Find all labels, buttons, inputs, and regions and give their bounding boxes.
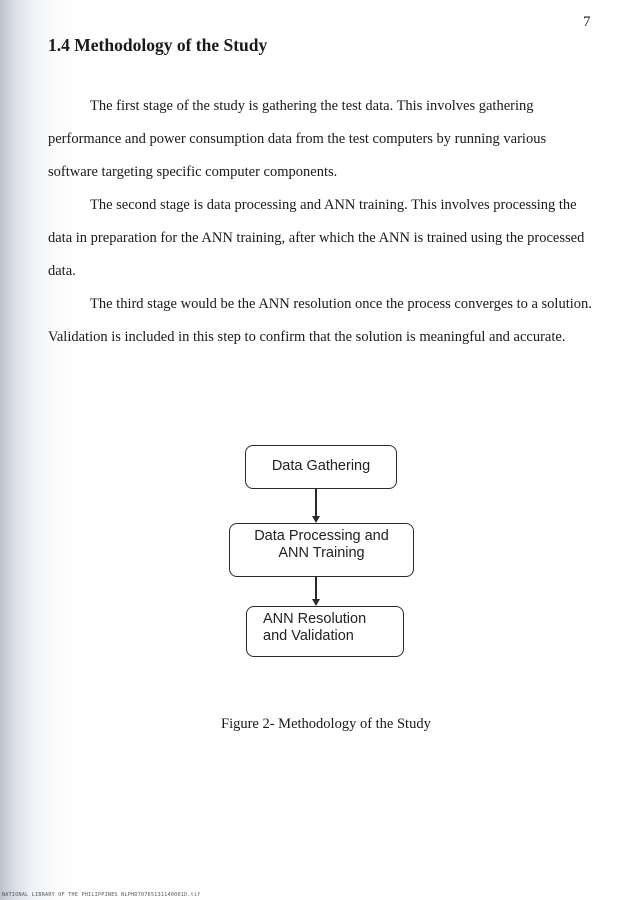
paragraph-text: The second stage is data processing and ANN training. This involves processing the data in preparation for the ANN training, after which the ANN is trained using the processed data. [48, 197, 585, 279]
section-heading: 1.4 Methodology of the Study [48, 35, 268, 55]
flow-arrow-line [315, 489, 317, 516]
library-scan-stamp: NATIONAL LIBRARY OF THE PHILIPPINES NLPHD70765131140001D.tif [2, 892, 201, 898]
flow-step-label: ANN Resolution [263, 611, 367, 627]
flow-step-label: Data Processing and [254, 528, 389, 544]
flow-step-label: ANN Training [278, 545, 365, 561]
flow-arrow-head [312, 516, 320, 523]
figure-caption: Figure 2- Methodology of the Study [221, 716, 431, 732]
flow-step-data-processing [229, 523, 414, 577]
flow-step-label: and Validation [263, 628, 354, 644]
flow-step-ann-resolution [246, 606, 404, 657]
page-number: 7 [583, 14, 591, 30]
paragraph-text: The first stage of the study is gathering the test data. This involves gathering performance and power consumption data from the test computers by running various software targeting specific computer components. [48, 98, 547, 180]
flow-step-label: Data Gathering [271, 458, 371, 474]
paragraph-text: The third stage would be the ANN resolution once the process converges to a solution. Validation is included in this step to confirm that the solution is meaningful and accurate. [48, 296, 592, 345]
flow-step-data-gathering [245, 445, 397, 489]
flow-arrow-head [312, 599, 320, 606]
flow-arrow-line [315, 577, 317, 599]
